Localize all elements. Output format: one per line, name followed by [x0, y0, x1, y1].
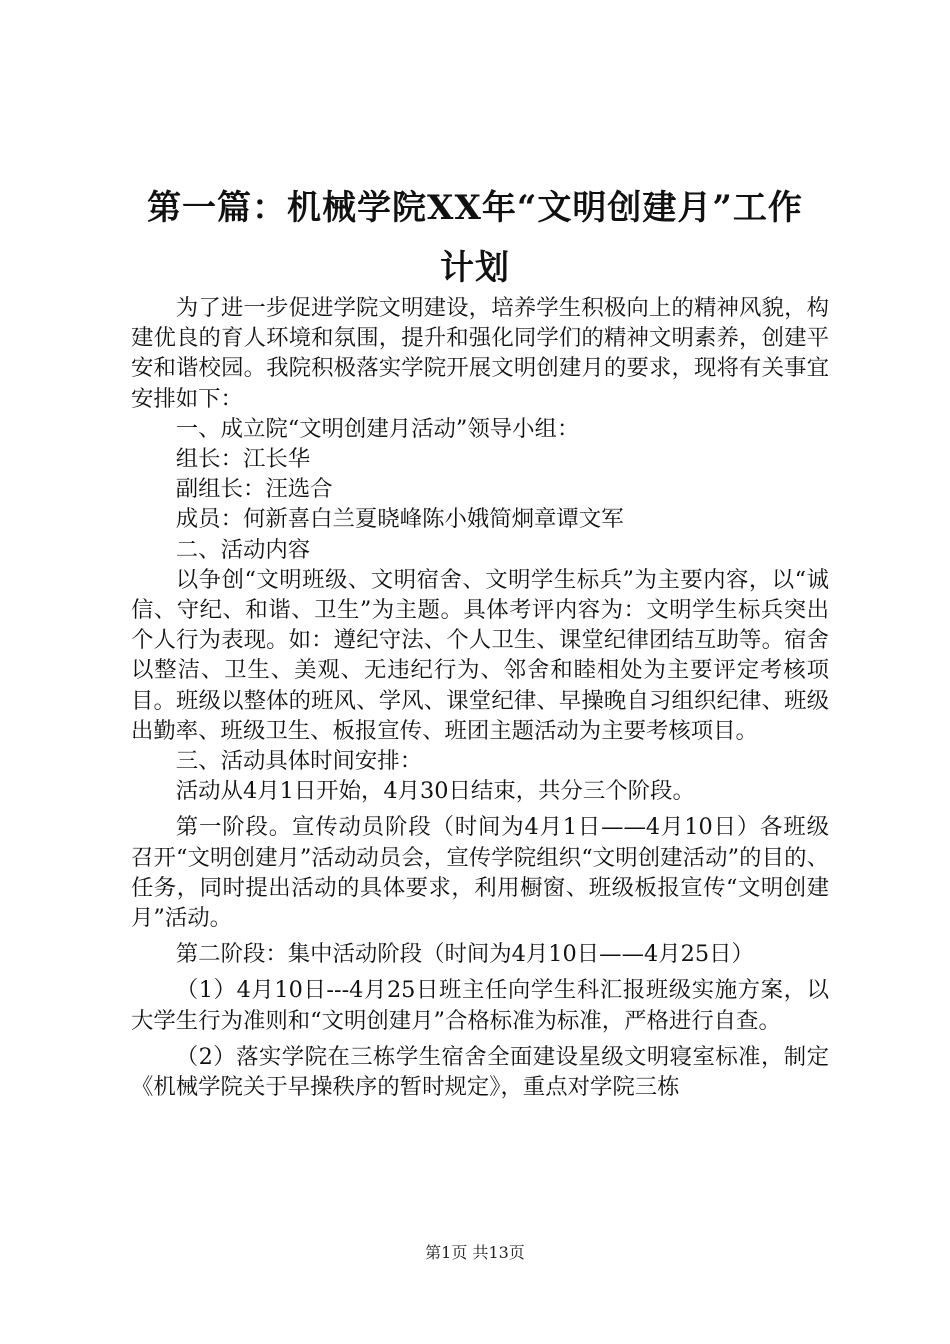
paragraph-leader: 组长：江长华 [175, 446, 311, 473]
paragraph-section-1-heading: 一、成立院“文明创建月活动”领导小组： [175, 415, 580, 442]
paragraph-members: 成员：何新喜白兰夏晓峰陈小娥简炯章谭文军 [175, 506, 624, 533]
paragraph-activity-content: 以争创“文明班级、文明宿舍、文明学生标兵”为主要内容，以“诚信、守纪、和谐、卫生”为主题。具体考评内容为：文明学生标兵突出个人行为表现。如：遵纪守法、个人卫生、课堂纪律团结互助等。宿舍以整洁、卫生、美观、无违纪行为、邻舍和睦相处为主要评定考核项目。班级以整体的班风、学风、课堂纪律、早操晚自习组织纪律、班级出勤率、班级卫生、板报宣传、班团主题活动为主要考核项目。 [131, 566, 829, 744]
paragraph-deputy-leader: 副组长：汪选合 [175, 476, 333, 503]
document-body [131, 293, 829, 1102]
paragraph-section-3-heading: 三、活动具体时间安排： [175, 748, 423, 775]
paragraph-stage-1: 第一阶段。宣传动员阶段（时间为4月1日——4月10日）各班级召开“文明创建月”活动动员会，宣传学院组织“文明创建活动”的目的、任务，同时提出活动的具体要求，利用橱窗、班级板报宣传“文明创建月”活动。 [131, 814, 829, 932]
paragraph-stage-2-item-2: （2）落实学院在三栋学生宿舍全面建设星级文明寝室标准，制定《机械学院关于早操秩序的暂时规定》，重点对学院三栋 [131, 1043, 829, 1101]
paragraph-stage-2: 第二阶段：集中活动阶段（时间为4月10日——4月25日） [175, 941, 754, 968]
paragraph-stage-2-item-1: （1）4月10日---4月25日班主任向学生科汇报班级实施方案，以大学生行为准则和“文明创建月”合格标准为标准，严格进行自查。 [131, 977, 829, 1034]
document-title-line-2: 计划 [440, 248, 510, 288]
paragraph-intro: 为了进一步促进学院文明建设，培养学生积极向上的精神风貌，构建优良的育人环境和氛围，提升和强化同学们的精神文明素养，创建平安和谐校园。我院积极落实学院开展文明创建月的要求，现将有关事宜安排如下： [131, 295, 829, 412]
paragraph-schedule-overview: 活动从4月1日开始，4月30日结束，共分三个阶段。 [175, 778, 695, 805]
paragraph-section-2-heading: 二、活动内容 [175, 536, 311, 563]
document-title-line-1: 第一篇：机械学院XX年“文明创建月”工作 [147, 188, 803, 228]
page-footer: 第1页 共13页 [425, 1243, 525, 1262]
